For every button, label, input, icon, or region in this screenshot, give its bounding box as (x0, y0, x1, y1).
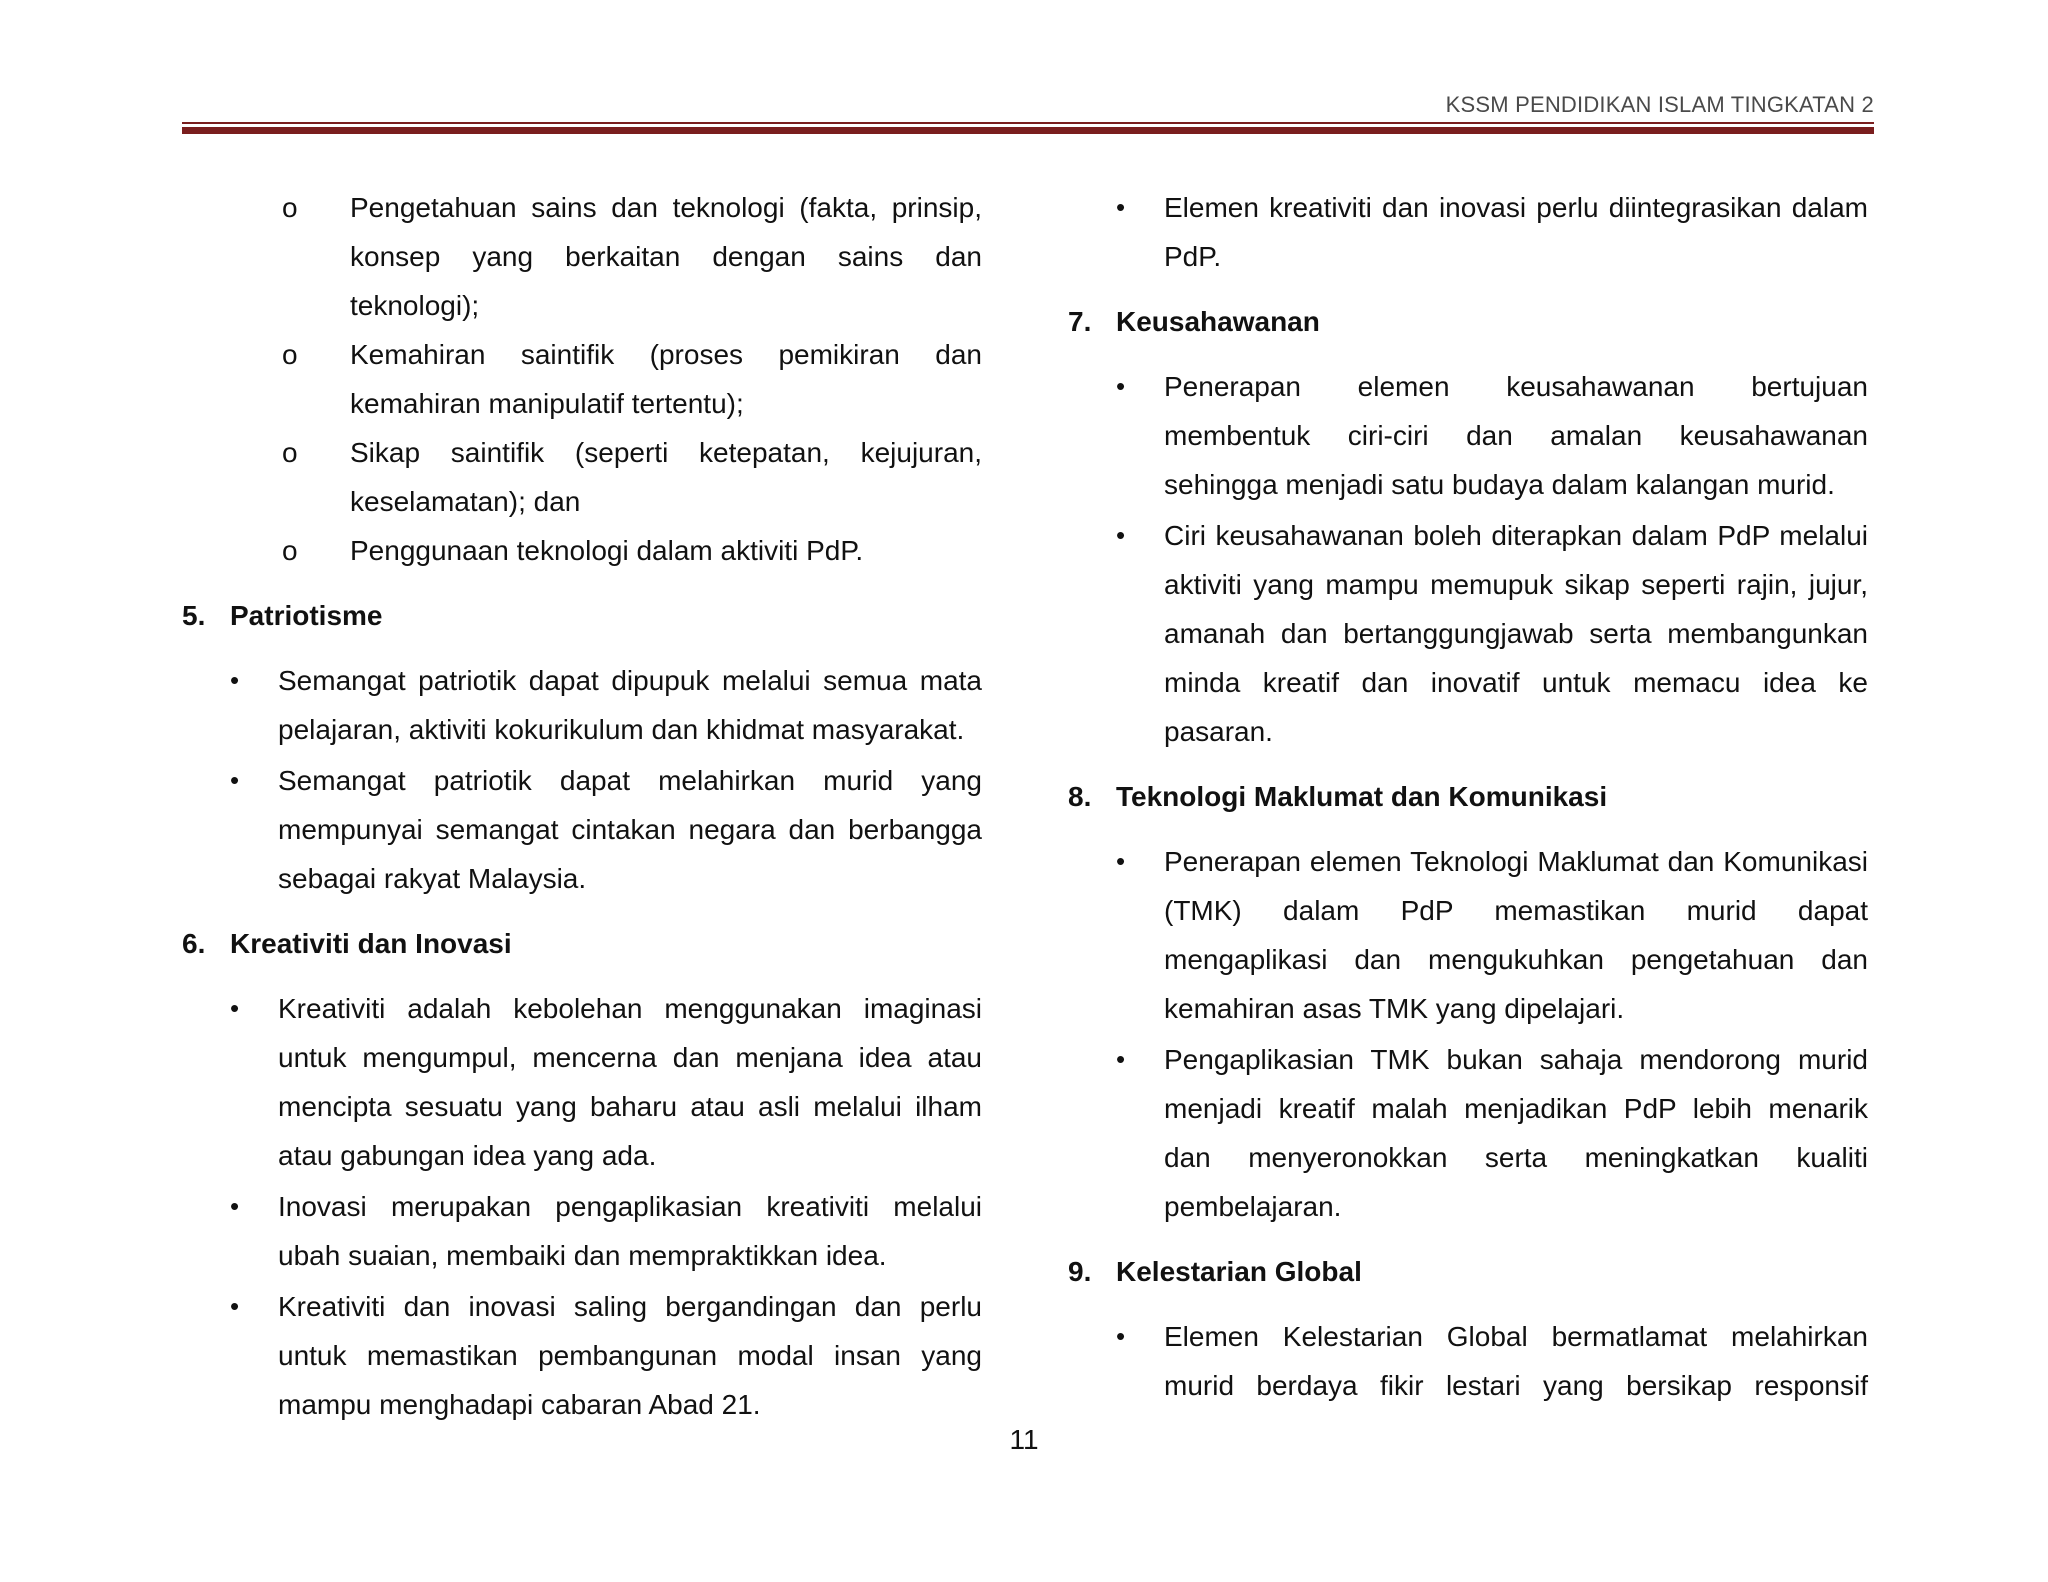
bullet-dot-icon: • (230, 1191, 240, 1221)
bullet-text: Semangat patriotik dapat dipupuk melalui semua mata pelajaran, aktiviti kokurikulum dan khidmat masyarakat. (278, 665, 982, 745)
bullet-item (230, 984, 982, 1180)
bullet-item (1116, 183, 1868, 281)
section-number: 6. (182, 928, 206, 959)
bullet-item (1116, 362, 1868, 509)
header-rule-thin (182, 122, 1874, 124)
sub-item-text: Kemahiran saintifik (proses pemikiran dan kemahiran manipulatif tertentu); (350, 339, 982, 419)
sub-item-text: Sikap saintifik (seperti ketepatan, kejujuran, keselamatan); dan (350, 437, 982, 517)
bullet-dot-icon: • (1116, 1321, 1126, 1351)
sub-list-item (282, 330, 982, 428)
bullet-dot-icon: • (1116, 371, 1126, 401)
left-column (182, 183, 982, 1429)
bullet-item (230, 1282, 982, 1429)
bullet-item (1116, 511, 1868, 756)
bullet-text: Penerapan elemen keusahawanan bertujuan membentuk ciri-ciri dan amalan keusahawanan sehingga menjadi satu budaya dalam kalangan murid. (1164, 371, 1868, 500)
section-title: Patriotisme (230, 600, 383, 631)
circle-bullet-icon: o (282, 192, 298, 223)
section-title: Kreativiti dan Inovasi (230, 928, 512, 959)
bullet-text: Elemen Kelestarian Global bermatlamat melahirkan murid berdaya fikir lestari yang bersikap responsif (1164, 1321, 1868, 1401)
bullet-item (230, 1182, 982, 1280)
section-heading-patriotisme (182, 591, 982, 640)
circle-bullet-icon: o (282, 437, 298, 468)
bullet-dot-icon: • (1116, 846, 1126, 876)
circle-bullet-icon: o (282, 339, 298, 370)
section-heading-tmk (1068, 772, 1868, 821)
bullet-text: Ciri keusahawanan boleh diterapkan dalam PdP melalui aktiviti yang mampu memupuk sikap seperti rajin, jujur, amanah dan bertanggungjawab serta membangunkan minda kreatif dan inovatif untuk memacu idea ke pasaran. (1164, 520, 1868, 747)
bullet-text: Elemen kreativiti dan inovasi perlu diintegrasikan dalam PdP. (1164, 192, 1868, 272)
circle-bullet-icon: o (282, 535, 298, 566)
bullet-text: Inovasi merupakan pengaplikasian kreativiti melalui ubah suaian, membaiki dan mempraktikkan idea. (278, 1191, 982, 1271)
header-rule-thick (182, 127, 1874, 134)
bullet-text: Semangat patriotik dapat melahirkan murid yang mempunyai semangat cintakan negara dan berbangga sebagai rakyat Malaysia. (278, 765, 982, 894)
bullet-dot-icon: • (230, 765, 240, 795)
section-number: 7. (1068, 306, 1092, 337)
section-number: 9. (1068, 1256, 1092, 1287)
section-heading-kelestarian (1068, 1247, 1868, 1296)
section-title: Teknologi Maklumat dan Komunikasi (1116, 781, 1608, 812)
bullet-item (230, 656, 982, 754)
bullet-text: Pengaplikasian TMK bukan sahaja mendorong murid menjadi kreatif malah menjadikan PdP lebih menarik dan menyeronokkan serta meningkatkan kualiti pembelajaran. (1164, 1044, 1868, 1222)
bullet-dot-icon: • (230, 1291, 240, 1321)
section-title: Kelestarian Global (1116, 1256, 1362, 1287)
bullet-dot-icon: • (1116, 1044, 1126, 1074)
right-column (1068, 183, 1868, 1410)
section-title: Keusahawanan (1116, 306, 1320, 337)
running-header: KSSM PENDIDIKAN ISLAM TINGKATAN 2 (1445, 92, 1874, 117)
bullet-item (230, 756, 982, 903)
bullet-item (1116, 837, 1868, 1033)
bullet-text: Kreativiti adalah kebolehan menggunakan imaginasi untuk mengumpul, mencerna dan menjana idea atau mencipta sesuatu yang baharu atau asli melalui ilham atau gabungan idea yang ada. (278, 993, 982, 1171)
page-number: 11 (1009, 1424, 1039, 1455)
bullet-text: Penerapan elemen Teknologi Maklumat dan Komunikasi (TMK) dalam PdP memastikan murid dapat mengaplikasi dan mengukuhkan pengetahuan dan kemahiran asas TMK yang dipelajari. (1164, 846, 1868, 1024)
section-heading-kreativiti (182, 919, 982, 968)
bullet-dot-icon: • (230, 993, 240, 1023)
sub-list-item (282, 526, 982, 575)
sub-list-item (282, 428, 982, 526)
bullet-dot-icon: • (1116, 192, 1126, 222)
section-number: 5. (182, 600, 206, 631)
bullet-item (1116, 1312, 1868, 1410)
bullet-dot-icon: • (230, 665, 240, 695)
bullet-item (1116, 1035, 1868, 1231)
bullet-dot-icon: • (1116, 520, 1126, 550)
sub-item-text: Penggunaan teknologi dalam aktiviti PdP. (350, 535, 864, 566)
sub-list-item (282, 183, 982, 330)
bullet-text: Kreativiti dan inovasi saling bergandingan dan perlu untuk memastikan pembangunan modal insan yang mampu menghadapi cabaran Abad 21. (278, 1291, 982, 1420)
sub-item-text: Pengetahuan sains dan teknologi (fakta, prinsip, konsep yang berkaitan dengan sains dan teknologi); (350, 192, 982, 321)
section-heading-keusahawanan (1068, 297, 1868, 346)
section-number: 8. (1068, 781, 1092, 812)
